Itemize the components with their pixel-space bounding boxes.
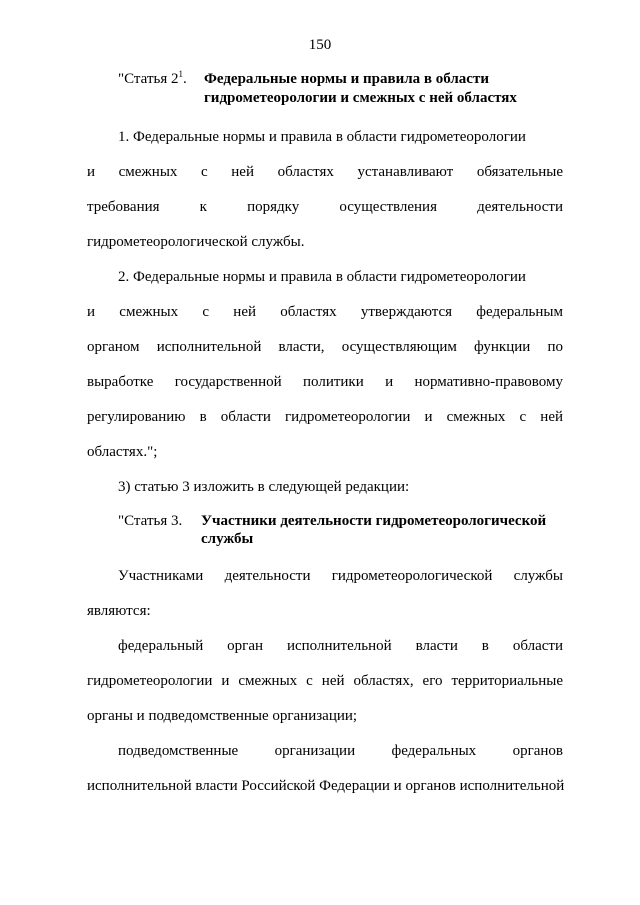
paragraph-2-line: 2. Федеральные нормы и правила в области гидрометеорологии (118, 269, 526, 285)
paragraph-2-line: органом исполнительной власти, осуществляющим функции по (87, 339, 563, 355)
amendment-item-3: 3) статью 3 изложить в следующей редакции: (118, 479, 410, 495)
paragraph-2-line: выработке государственной политики и нормативно-правовому (87, 374, 563, 390)
article-3-label: "Статья 3. (118, 513, 183, 529)
article-2-1-label (118, 70, 187, 88)
paragraph-2-line: регулированию в области гидрометеорологии и смежных с ней (87, 409, 563, 425)
paragraph-2-line: областях."; (87, 444, 158, 460)
participant-2-line: исполнительной власти Российской Федерации и органов исполнительной (87, 778, 565, 794)
article-2-1-title-line1: Федеральные нормы и правила в области (204, 71, 489, 87)
participants-intro-line: Участниками деятельности гидрометеорологической службы (118, 568, 563, 584)
page-number: 150 (308, 37, 332, 53)
participant-1-line: гидрометеорологии и смежных с ней областях, его территориальные (87, 673, 563, 689)
participant-2-line: подведомственные организации федеральных органов (118, 743, 563, 759)
paragraph-1-line: 1. Федеральные нормы и правила в области гидрометеорологии (118, 129, 526, 145)
participants-intro-line: являются: (87, 603, 151, 619)
article-label-text: "Статья 2 (118, 71, 179, 87)
paragraph-1-line: гидрометеорологической службы. (87, 234, 305, 250)
article-2-1-title-line2: гидрометеорологии и смежных с ней областях (204, 90, 517, 106)
paragraph-1-line: требования к порядку осуществления деятельности (87, 199, 563, 215)
participant-1-line: федеральный орган исполнительной власти в области (118, 638, 563, 654)
article-3-heading (118, 512, 578, 548)
article-3-title-line1: Участники деятельности гидрометеорологической (201, 513, 547, 529)
article-label-suffix: . (182, 71, 187, 87)
article-2-1-heading (118, 70, 578, 106)
article-3-title-line2: службы (201, 531, 254, 547)
paragraph-1-line: и смежных с ней областях устанавливают обязательные (87, 164, 563, 180)
participant-1-line: органы и подведомственные организации; (87, 708, 358, 724)
article-label-superscript: 1 (178, 69, 183, 79)
paragraph-2-line: и смежных с ней областях утверждаются федеральным (87, 304, 563, 320)
